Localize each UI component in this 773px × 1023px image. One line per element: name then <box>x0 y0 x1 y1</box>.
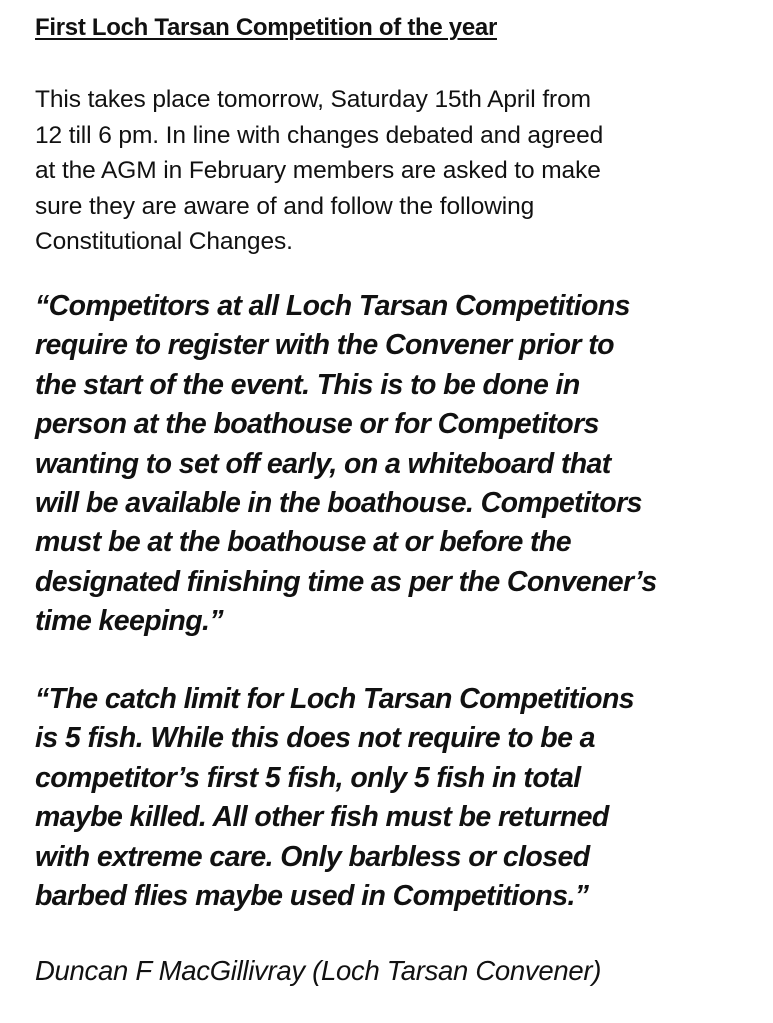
catch-limit-rule-quote <box>35 680 765 916</box>
quote-line: “The catch limit for Loch Tarsan Competitions <box>35 683 635 715</box>
quote-line: with extreme care. Only barbless or closed <box>35 840 590 873</box>
quote-line: “Competitors at all Loch Tarsan Competitions <box>35 290 630 322</box>
quote-line: time keeping.” <box>35 605 223 638</box>
quote-line: competitor’s first 5 fish, only 5 fish in total <box>35 761 581 794</box>
quote-line: require to register with the Convener prior to <box>35 329 614 362</box>
intro-line: at the AGM in February members are asked to make <box>35 157 601 184</box>
quote-line: maybe killed. All other fish must be returned <box>35 801 609 834</box>
intro-line: This takes place tomorrow, Saturday 15th April from <box>35 86 591 113</box>
notice-title: First Loch Tarsan Competition of the year <box>35 14 497 41</box>
intro-line: Constitutional Changes. <box>35 228 293 255</box>
quote-line: must be at the boathouse at or before the <box>35 526 571 559</box>
quote-line: will be available in the boathouse. Competitors <box>35 487 642 520</box>
quote-line: designated finishing time as per the Convener’s <box>35 565 657 598</box>
quote-line: barbed flies maybe used in Competitions.” <box>35 880 589 913</box>
quote-line: wanting to set off early, on a whiteboard that <box>35 447 611 480</box>
quote-line: the start of the event. This is to be done in <box>35 368 580 401</box>
intro-paragraph <box>35 82 755 260</box>
registration-rule-quote <box>35 287 765 642</box>
intro-line: sure they are aware of and follow the following <box>35 192 535 220</box>
signature: Duncan F MacGillivray (Loch Tarsan Convener) <box>35 955 602 986</box>
intro-line: 12 till 6 pm. In line with changes debated and agreed <box>35 121 604 149</box>
quote-line: is 5 fish. While this does not require to be a <box>35 722 595 755</box>
quote-line: person at the boathouse or for Competitors <box>35 408 599 441</box>
